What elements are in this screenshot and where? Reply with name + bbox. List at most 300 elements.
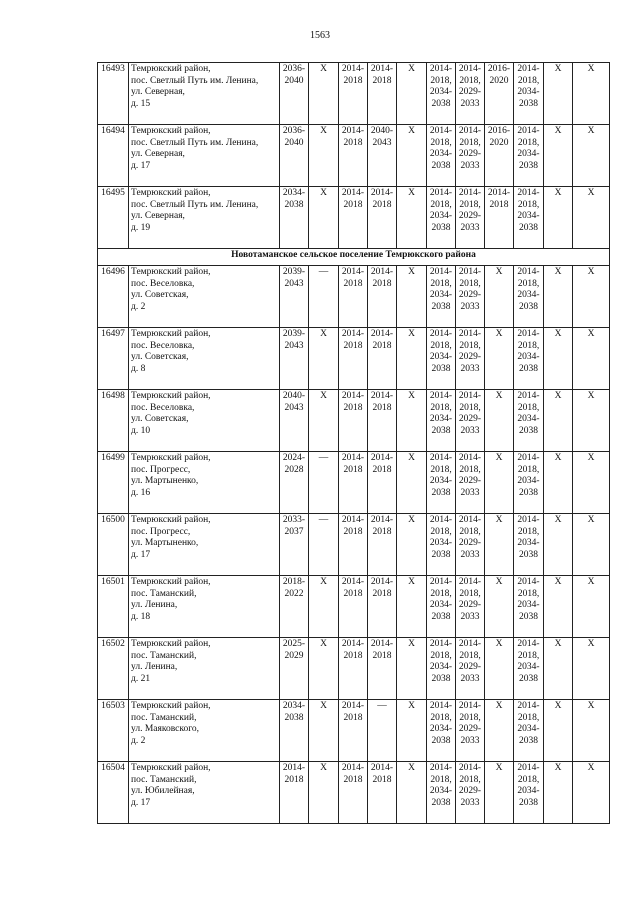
period-cell [339, 638, 368, 700]
period-cell [456, 700, 485, 762]
period-value: 2014- [341, 701, 365, 711]
period-cell [514, 125, 544, 187]
period-cell [339, 390, 368, 452]
period-value: X [495, 577, 503, 587]
period-value: 2029- [458, 352, 482, 363]
period-value: 2034- [429, 538, 453, 549]
period-value: 2040- [370, 126, 394, 136]
period-value: 2033 [460, 363, 480, 374]
period-value: X [320, 577, 327, 587]
period-value: 2018, [459, 402, 481, 413]
period-value: 2038 [519, 222, 538, 233]
period-value: 2038 [519, 549, 538, 560]
address-cell [129, 187, 280, 249]
period-value: X [408, 391, 415, 401]
period-value: 2033 [460, 797, 480, 808]
period-value: X [587, 639, 595, 649]
period-value: 2014- [517, 391, 540, 401]
period-value: 2038 [431, 222, 451, 233]
period-value: 2038 [519, 735, 538, 746]
period-value: 2038 [431, 673, 451, 684]
period-cell [397, 576, 427, 638]
period-value: 2038 [431, 549, 451, 560]
period-cell [309, 390, 339, 452]
period-value: 2034- [517, 149, 540, 160]
period-value: 2033 [460, 735, 480, 746]
table-row [98, 63, 610, 125]
period-value: 2033 [460, 487, 480, 498]
address-line: Темрюкский район, [131, 126, 211, 136]
period-value: X [408, 188, 415, 198]
table-row [98, 514, 610, 576]
period-value: 2014- [517, 329, 540, 339]
period-value: X [408, 763, 415, 773]
period-value: X [587, 701, 595, 711]
address-line: д. 17 [131, 797, 151, 808]
period-value: 2014- [458, 577, 482, 587]
period-value: X [495, 267, 503, 277]
period-value: 2018 [343, 712, 363, 723]
period-value: 2038 [519, 301, 538, 312]
period-cell [427, 452, 456, 514]
period-value: 2014- [429, 64, 453, 74]
period-cell [280, 638, 309, 700]
period-value: 2018, [517, 402, 540, 413]
period-cell [573, 187, 610, 249]
period-cell [280, 125, 309, 187]
address-line: ул. Северная, [131, 87, 185, 98]
period-value: 2018, [517, 464, 540, 475]
address-line: пос. Светлый Путь им. Ленина, [131, 199, 259, 210]
period-value: 2014- [370, 267, 394, 277]
period-value: X [320, 763, 327, 773]
period-cell [456, 514, 485, 576]
period-value: 2025- [282, 639, 306, 649]
period-value: 2014- [458, 515, 482, 525]
address-line: д. 18 [131, 611, 151, 622]
address-line: ул. Советская, [131, 352, 189, 363]
period-value: 2014- [341, 391, 365, 401]
period-value: X [554, 701, 562, 711]
period-cell [544, 125, 573, 187]
period-value: 2033 [460, 611, 480, 622]
period-value: 2018, [430, 526, 452, 537]
address-line: Темрюкский район, [131, 515, 211, 525]
period-value: 2018 [343, 402, 363, 413]
period-value: 2014- [429, 391, 453, 401]
section-title: Новотаманское сельское поселение Темрюкского района [98, 249, 610, 266]
period-value: 2018, [517, 340, 540, 351]
period-value: 2018, [459, 588, 481, 599]
period-cell [544, 266, 573, 328]
address-line: пос. Светлый Путь им. Ленина, [131, 137, 259, 148]
period-value: 2014- [429, 701, 453, 711]
period-value: 2014- [370, 763, 394, 773]
period-value: 2018 [372, 464, 392, 475]
period-value: 2033 [460, 549, 480, 560]
address-cell [129, 452, 280, 514]
period-value: X [408, 64, 415, 74]
period-cell [485, 390, 514, 452]
period-value: 2039- [282, 267, 306, 277]
period-value: 2014- [517, 188, 540, 198]
period-value: 2034- [429, 786, 453, 797]
period-cell [456, 576, 485, 638]
address-cell [129, 63, 280, 125]
period-cell [397, 125, 427, 187]
address-line: ул. Советская, [131, 414, 189, 425]
period-cell [368, 63, 397, 125]
period-value: 2018, [459, 137, 481, 148]
period-value: 2039- [282, 329, 306, 339]
period-cell [456, 63, 485, 125]
period-value: X [587, 329, 595, 339]
period-cell [339, 514, 368, 576]
period-value: 2018, [517, 137, 540, 148]
address-line: д. 17 [131, 549, 151, 560]
period-value: 2033 [460, 160, 480, 171]
period-value: 2043 [284, 278, 304, 289]
period-value: X [554, 639, 562, 649]
period-cell [485, 452, 514, 514]
period-cell [514, 266, 544, 328]
period-cell [544, 63, 573, 125]
period-cell [544, 328, 573, 390]
period-value: X [408, 701, 415, 711]
period-cell [514, 638, 544, 700]
period-cell [280, 514, 309, 576]
period-value: 2029- [458, 600, 482, 611]
period-value: 2018 [343, 588, 363, 599]
period-value: 2018, [517, 75, 540, 86]
period-value: 2029- [458, 211, 482, 222]
period-cell [544, 514, 573, 576]
period-value: 2038 [431, 487, 451, 498]
period-value: 2034- [517, 476, 540, 487]
table-row [98, 762, 610, 824]
period-cell [309, 187, 339, 249]
period-value: 2029- [458, 87, 482, 98]
period-value: 2014- [370, 639, 394, 649]
period-value: 2029- [458, 476, 482, 487]
period-cell [514, 63, 544, 125]
period-cell [368, 576, 397, 638]
period-cell [573, 328, 610, 390]
period-value: 2029- [458, 662, 482, 673]
period-cell [309, 452, 339, 514]
period-value: 2029- [458, 149, 482, 160]
record-number: 16494 [98, 125, 129, 187]
address-line: ул. Юбилейная, [131, 786, 195, 797]
period-cell [573, 638, 610, 700]
address-line: д. 15 [131, 98, 151, 109]
period-value: 2014- [341, 639, 365, 649]
period-value: 2029- [458, 538, 482, 549]
period-value: 2014- [429, 329, 453, 339]
period-cell [456, 452, 485, 514]
period-value: 2043 [372, 137, 392, 148]
period-cell [573, 700, 610, 762]
period-cell [309, 762, 339, 824]
period-value: 2016- [487, 126, 511, 136]
record-number: 16504 [98, 762, 129, 824]
period-cell [514, 452, 544, 514]
period-value: 2014- [429, 453, 453, 463]
period-value: X [587, 64, 595, 74]
address-line: д. 2 [131, 735, 146, 746]
period-cell [280, 700, 309, 762]
period-value: 2038 [284, 712, 304, 723]
period-cell [485, 328, 514, 390]
period-value: 2018, [517, 199, 540, 210]
period-value: 2034- [517, 414, 540, 425]
period-cell [339, 700, 368, 762]
period-cell [485, 762, 514, 824]
period-cell [485, 576, 514, 638]
period-value: 2038 [519, 363, 538, 374]
period-value: X [495, 329, 503, 339]
period-value: 2014- [429, 763, 453, 773]
period-value: X [408, 515, 415, 525]
period-value: 2018 [343, 278, 363, 289]
period-cell [485, 514, 514, 576]
period-cell [339, 125, 368, 187]
period-value: 2014- [341, 188, 365, 198]
period-value: 2034- [429, 149, 453, 160]
period-value: 2034- [517, 538, 540, 549]
period-value: 2038 [431, 98, 451, 109]
period-cell [485, 125, 514, 187]
period-value: 2018, [459, 650, 481, 661]
period-value: 2033 [460, 222, 480, 233]
period-value: 2018, [517, 712, 540, 723]
period-cell [280, 390, 309, 452]
period-value: X [554, 515, 562, 525]
period-value: 2018, [459, 278, 481, 289]
period-value: 2034- [429, 600, 453, 611]
period-cell [368, 266, 397, 328]
period-value: 2018 [343, 464, 363, 475]
address-line: Темрюкский район, [131, 267, 211, 277]
section-header-row [98, 249, 610, 266]
period-value: 2034- [517, 290, 540, 301]
period-value: 2040 [284, 137, 304, 148]
period-value: 2018, [517, 588, 540, 599]
period-cell [456, 390, 485, 452]
period-value: 2014- [370, 515, 394, 525]
address-line: пос. Веселовка, [131, 278, 195, 289]
address-cell [129, 266, 280, 328]
period-value: X [554, 64, 562, 74]
address-line: д. 8 [131, 363, 146, 374]
period-cell [544, 762, 573, 824]
period-cell [544, 700, 573, 762]
period-cell [397, 390, 427, 452]
period-value: X [587, 267, 595, 277]
period-value: X [587, 188, 595, 198]
housing-registry-table [97, 62, 610, 824]
address-line: д. 10 [131, 425, 151, 436]
period-value: 2034- [282, 701, 306, 711]
record-number: 16503 [98, 700, 129, 762]
period-value: 2034- [429, 290, 453, 301]
period-value: 2029 [284, 650, 304, 661]
period-cell [309, 576, 339, 638]
period-value: 2014- [458, 701, 482, 711]
period-cell [339, 266, 368, 328]
period-value: 2020 [489, 75, 509, 86]
address-line: ул. Маяковского, [131, 724, 200, 735]
period-value: 2029- [458, 724, 482, 735]
period-value: 2038 [431, 363, 451, 374]
period-value: — [318, 453, 329, 463]
period-cell [485, 63, 514, 125]
period-cell [514, 514, 544, 576]
record-number: 16502 [98, 638, 129, 700]
record-number: 16496 [98, 266, 129, 328]
period-value: 2034- [517, 352, 540, 363]
period-value: 2014- [517, 64, 540, 74]
period-value: 2028 [284, 464, 304, 475]
period-value: 2014- [517, 515, 540, 525]
period-cell [427, 762, 456, 824]
period-value: 2038 [431, 611, 451, 622]
period-value: X [587, 763, 595, 773]
period-cell [514, 187, 544, 249]
period-value: 2018 [489, 199, 509, 210]
record-number: 16500 [98, 514, 129, 576]
period-cell [397, 328, 427, 390]
record-number: 16497 [98, 328, 129, 390]
period-value: 2018 [284, 774, 304, 785]
period-value: 2034- [282, 188, 306, 198]
period-value: X [495, 391, 503, 401]
address-line: Темрюкский район, [131, 64, 211, 74]
period-cell [309, 700, 339, 762]
period-value: 2018, [430, 199, 452, 210]
address-cell [129, 576, 280, 638]
address-line: пос. Прогресс, [131, 464, 191, 475]
period-value: X [320, 126, 327, 136]
period-value: 2033 [460, 301, 480, 312]
period-value: 2014- [341, 267, 365, 277]
period-value: X [554, 188, 562, 198]
period-value: 2038 [519, 673, 538, 684]
period-cell [514, 576, 544, 638]
period-value: 2018 [372, 588, 392, 599]
period-cell [427, 266, 456, 328]
period-value: 2029- [458, 290, 482, 301]
period-cell [427, 638, 456, 700]
period-value: 2037 [284, 526, 304, 537]
period-value: X [554, 391, 562, 401]
period-cell [397, 700, 427, 762]
period-value: 2014- [458, 453, 482, 463]
period-value: 2014- [370, 64, 394, 74]
period-cell [514, 700, 544, 762]
period-value: 2018 [372, 199, 392, 210]
address-line: Темрюкский район, [131, 329, 211, 339]
period-value: 2014- [487, 188, 511, 198]
address-line: пос. Таманский, [131, 650, 197, 661]
period-value: 2038 [431, 301, 451, 312]
period-value: 2018 [343, 650, 363, 661]
period-value: X [495, 701, 503, 711]
period-value: 2029- [458, 786, 482, 797]
table-row [98, 390, 610, 452]
table-row [98, 638, 610, 700]
period-cell [368, 638, 397, 700]
period-cell [368, 762, 397, 824]
period-value: 2014- [517, 126, 540, 136]
period-value: 2018 [372, 340, 392, 351]
period-value: 2034- [517, 786, 540, 797]
period-value: 2014- [458, 329, 482, 339]
address-line: пос. Таманский, [131, 712, 197, 723]
address-line: д. 16 [131, 487, 151, 498]
period-cell [339, 452, 368, 514]
period-value: X [320, 329, 327, 339]
period-value: 2014- [458, 391, 482, 401]
period-cell [339, 576, 368, 638]
period-value: X [587, 126, 595, 136]
period-cell [573, 125, 610, 187]
period-value: 2018, [517, 278, 540, 289]
period-cell [427, 390, 456, 452]
table-row [98, 125, 610, 187]
period-cell [544, 452, 573, 514]
period-value: 2018, [430, 340, 452, 351]
period-value: 2014- [429, 126, 453, 136]
period-cell [573, 762, 610, 824]
period-cell [573, 266, 610, 328]
period-value: 2040- [282, 391, 306, 401]
address-cell [129, 390, 280, 452]
period-cell [280, 187, 309, 249]
period-cell [368, 452, 397, 514]
period-cell [573, 576, 610, 638]
period-value: 2016- [487, 64, 511, 74]
period-value: X [495, 515, 503, 525]
table-row [98, 576, 610, 638]
period-value: 2014- [429, 639, 453, 649]
period-value: 2034- [429, 414, 453, 425]
period-value: 2018, [517, 650, 540, 661]
period-value: X [587, 577, 595, 587]
address-cell [129, 762, 280, 824]
record-number: 16493 [98, 63, 129, 125]
period-value: 2036- [282, 64, 306, 74]
period-value: 2018 [372, 75, 392, 86]
page-number: 1563 [310, 30, 330, 41]
period-value: 2014- [341, 515, 365, 525]
address-cell [129, 328, 280, 390]
period-cell [339, 187, 368, 249]
period-cell [514, 390, 544, 452]
period-value: 2018, [430, 464, 452, 475]
period-value: 2034- [429, 352, 453, 363]
period-value: 2034- [429, 724, 453, 735]
period-value: 2018 [372, 278, 392, 289]
period-value: 2038 [431, 797, 451, 808]
period-cell [514, 762, 544, 824]
period-value: 2014- [517, 267, 540, 277]
period-cell [280, 452, 309, 514]
address-cell [129, 638, 280, 700]
period-value: 2014- [517, 577, 540, 587]
period-value: 2014- [341, 453, 365, 463]
period-value: 2018 [372, 526, 392, 537]
